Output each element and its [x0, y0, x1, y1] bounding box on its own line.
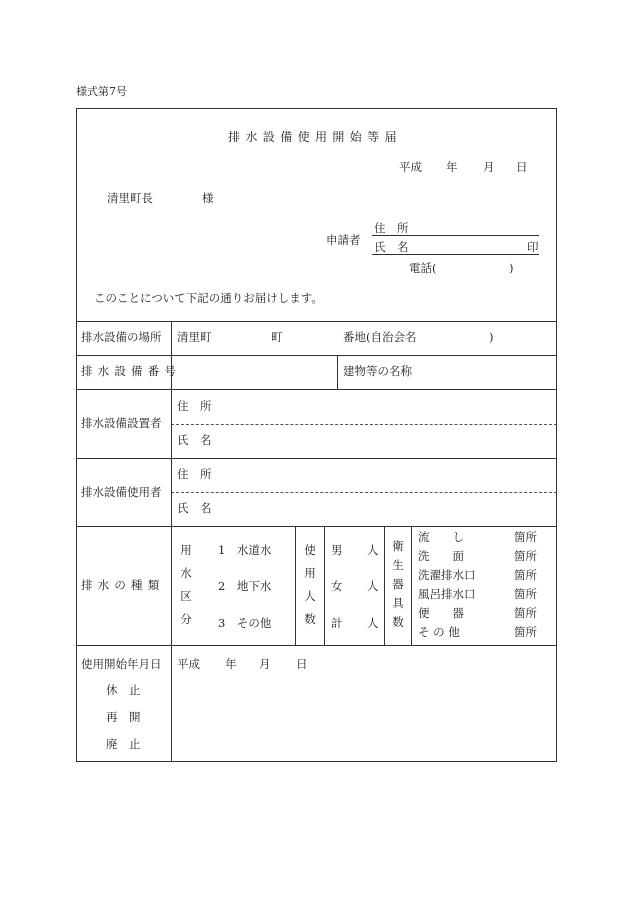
users-count-label: 使 用 人 数 — [304, 543, 316, 626]
location-label: 排水設備の場所 — [81, 330, 162, 344]
status-resume-label[interactable]: 再 開 — [106, 710, 141, 724]
fixture-unit: 箇所 — [514, 587, 537, 601]
fixture-name: 洗 面 — [418, 549, 464, 563]
fixture-unit: 箇所 — [514, 568, 537, 582]
location-town: 清里町 — [177, 330, 212, 344]
fixture-unit: 箇所 — [514, 530, 537, 544]
form-title: 排水設備使用開始等届 — [228, 130, 403, 144]
installer-name-label[interactable]: 氏 名 — [177, 433, 212, 447]
applicant-phone-label[interactable]: 電話( — [409, 261, 437, 275]
location-cho: 町 — [271, 330, 283, 344]
fixture-unit: 箇所 — [514, 606, 537, 620]
status-day: 日 — [296, 657, 308, 671]
intro-text: このことについて下記の通りお届けします。 — [94, 291, 323, 305]
fixture-unit: 箇所 — [514, 549, 537, 563]
applicant-label: 申請者 — [326, 233, 361, 247]
rule-header — [76, 321, 557, 322]
drain-number-label: 排水設備番号 — [81, 364, 182, 378]
rule-user-dashed — [171, 492, 557, 493]
drain-divider-1 — [295, 526, 296, 645]
rule-location — [76, 355, 557, 356]
addressee-honorific: 様 — [202, 191, 214, 205]
addressee-name: 清里町長 — [107, 191, 153, 205]
fixture-name: 流 し — [418, 530, 464, 544]
fixture-name: 便 器 — [418, 606, 464, 620]
rule-drain — [76, 645, 557, 646]
fixture-unit: 箇所 — [514, 625, 537, 639]
installer-label: 排水設備設置者 — [81, 416, 162, 430]
users-female-unit: 人 — [367, 579, 379, 593]
applicant-phone-close: ) — [509, 261, 514, 275]
status-month: 月 — [259, 657, 271, 671]
status-year: 年 — [225, 657, 237, 671]
installer-address-label[interactable]: 住 所 — [177, 399, 212, 413]
drain-type-label: 排水の種類 — [81, 578, 165, 592]
users-total-unit: 人 — [367, 616, 379, 630]
drain-divider-4 — [411, 526, 412, 645]
status-suspend-label[interactable]: 休 止 — [106, 683, 141, 697]
form-number: 様式第7号 — [76, 85, 127, 98]
rule-installer-dashed — [171, 424, 557, 425]
fixtures-count-label: 衛 生 器 具 数 — [392, 539, 404, 629]
status-era: 平成 — [177, 657, 200, 671]
location-banchi: 番地(自治会名 — [343, 330, 417, 344]
user-label: 排水設備使用者 — [81, 485, 162, 499]
applicant-name-label[interactable]: 氏 名 — [374, 240, 409, 254]
water-section-label: 用 水 区 分 — [180, 543, 192, 626]
users-female-label: 女 — [331, 579, 343, 593]
users-male-unit: 人 — [367, 543, 379, 557]
rule-installer — [76, 458, 557, 459]
rule-user — [76, 526, 557, 527]
water-source-ground[interactable]: 2 地下水 — [218, 579, 272, 593]
applicant-name-underline — [372, 254, 539, 255]
rule-number — [76, 389, 557, 390]
location-close: ) — [489, 330, 494, 344]
applicant-seal: 印 — [527, 240, 539, 254]
user-name-label[interactable]: 氏 名 — [177, 501, 212, 515]
user-address-label[interactable]: 住 所 — [177, 467, 212, 481]
fixture-name: 風呂排水口 — [418, 587, 476, 601]
fixture-name: そ の 他 — [418, 625, 460, 639]
water-source-tap[interactable]: 1 水道水 — [218, 543, 272, 557]
building-name-label: 建物等の名称 — [343, 364, 412, 378]
building-divider — [337, 355, 338, 389]
label-column-divider — [171, 321, 172, 762]
users-total-label: 計 — [331, 616, 343, 630]
status-abolish-label[interactable]: 廃 止 — [106, 737, 141, 751]
applicant-address-underline — [372, 235, 539, 236]
water-source-other[interactable]: 3 その他 — [218, 616, 272, 630]
drain-divider-3 — [384, 526, 385, 645]
status-start-label[interactable]: 使用開始年月日 — [81, 657, 162, 671]
applicant-address-label[interactable]: 住 所 — [374, 221, 409, 235]
fixture-name: 洗濯排水口 — [418, 568, 476, 582]
users-male-label: 男 — [331, 543, 343, 557]
drain-divider-2 — [324, 526, 325, 645]
